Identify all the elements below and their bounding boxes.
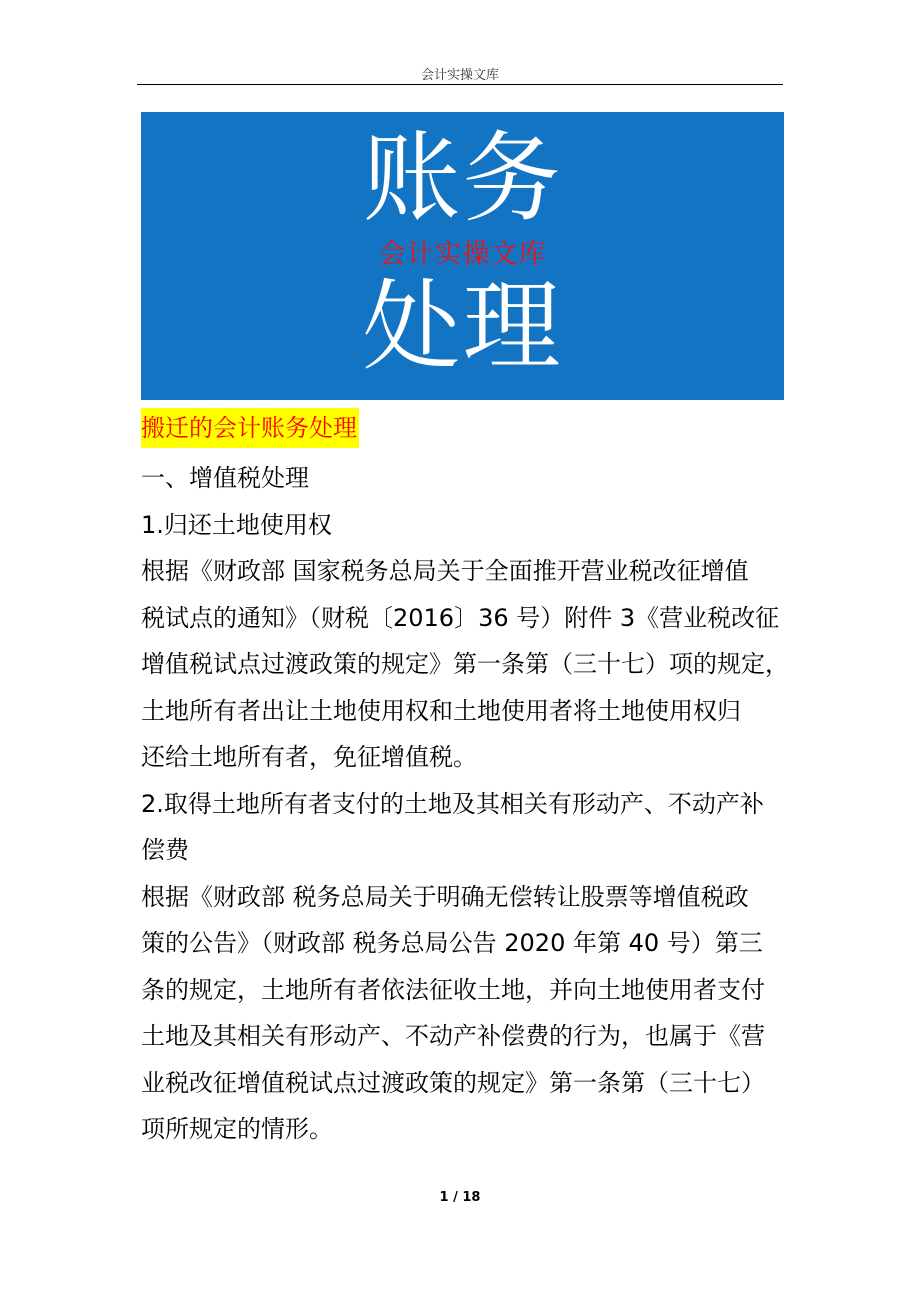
page-header-title: 会计实操文库	[420, 68, 499, 83]
body-line: 根据《财政部 国家税务总局关于全面推开营业税改征增值	[141, 557, 749, 585]
banner-title-line-2: 处理	[362, 270, 563, 384]
body-line: 增值税试点过渡政策的规定》第一条第（三十七）项的规定，	[141, 650, 789, 678]
body-line: 条的规定，土地所有者依法征收土地，并向土地使用者支付	[141, 975, 765, 1004]
body-line: 土地所有者出让土地使用权和土地使用者将土地使用权归	[141, 696, 741, 725]
body-line: 土地及其相关有形动产、不动产补偿费的行为，也属于《营	[141, 1022, 765, 1050]
body-line: 项所规定的情形。	[141, 1115, 333, 1143]
banner-title-line-1: 账务	[362, 122, 563, 236]
document-title: 搬迁的会计账务处理	[141, 408, 359, 448]
body-line: 策的公告》（财政部 税务总局公告 2020 年第 40 号）第三	[141, 929, 763, 957]
header-divider	[137, 84, 783, 85]
page-number: 1 / 18	[439, 1190, 481, 1205]
cover-banner	[141, 112, 784, 400]
body-line: 2.取得土地所有者支付的土地及其相关有形动产、不动产补	[141, 789, 764, 818]
banner-watermark: 会计实操文库	[378, 239, 547, 270]
document-body	[141, 455, 801, 1153]
body-line: 一、增值税处理	[141, 464, 309, 492]
body-line: 还给土地所有者，免征增值税。	[141, 743, 477, 771]
body-line: 业税改征增值税试点过渡政策的规定》第一条第（三十七）	[141, 1068, 765, 1097]
body-line: 1.归还土地使用权	[141, 510, 332, 539]
body-line: 偿费	[141, 836, 189, 864]
body-line: 税试点的通知》（财税〔2016〕36 号）附件 3《营业税改征	[141, 603, 780, 632]
body-line: 根据《财政部 税务总局关于明确无偿转让股票等增值税政	[141, 882, 749, 911]
